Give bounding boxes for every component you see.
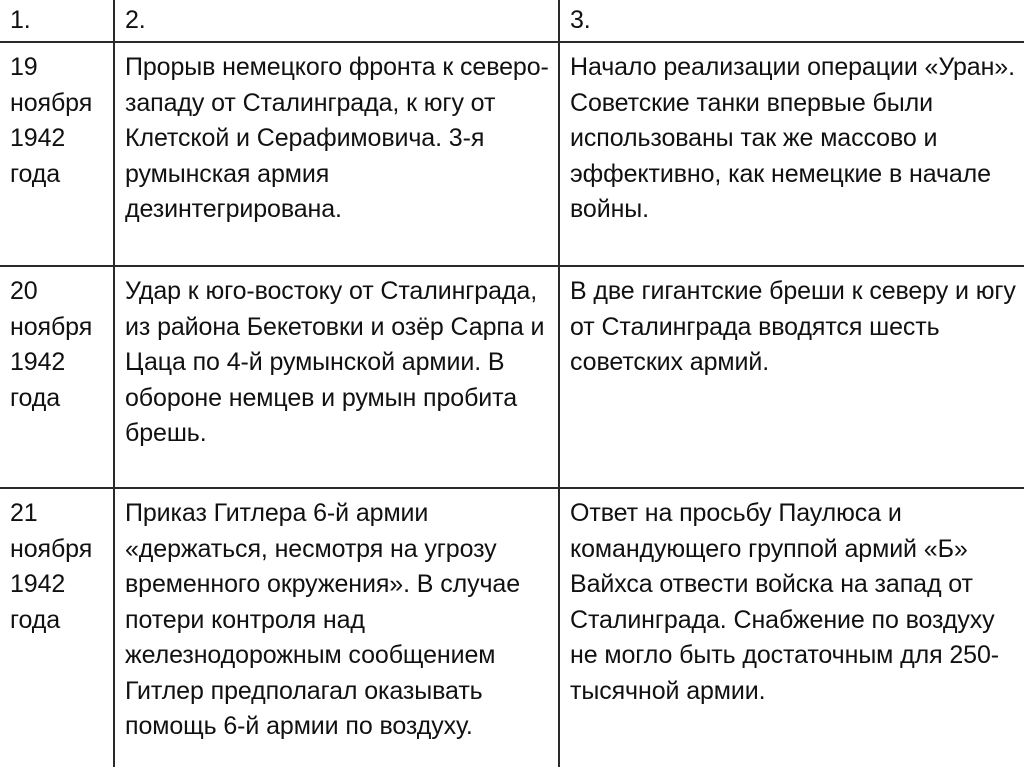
header-row xyxy=(0,0,1024,42)
date-cell xyxy=(0,488,114,767)
header-label-3: 3. xyxy=(570,6,591,34)
result-cell xyxy=(559,266,1024,488)
event-text: Приказ Гитлера 6-й армии «держаться, несмотря на угрозу временного окружения». В случае потери контроля над железнодорожным сообщением Гитлер предполагал оказывать помощь 6-й армии по воздуху. xyxy=(125,499,521,740)
result-text: Ответ на просьбу Паулюса и командующего группой армий «Б» Вайхса отвести войска на запад от Сталинграда. Снабжение по воздуху не могло быть достаточным для 250-тысячной армии. xyxy=(570,499,1000,705)
header-cell-3 xyxy=(559,0,1024,42)
date-text: 20 ноября 1942 года xyxy=(10,277,93,412)
table-row xyxy=(0,42,1024,266)
date-text: 19 ноября 1942 года xyxy=(10,53,93,188)
date-text: 21 ноября 1942 года xyxy=(10,499,93,634)
result-text: Начало реализации операции «Уран». Советские танки впервые были использованы так же массово и эффективно, как немецкие в начале войны. xyxy=(570,53,1015,223)
header-label-1: 1. xyxy=(10,6,31,34)
event-cell xyxy=(114,42,559,266)
event-text: Прорыв немецкого фронта к северо-западу от Сталинграда, к югу от Клетской и Серафимовича. 3-я румынская армия дезинтегрирована. xyxy=(125,53,549,223)
table-row xyxy=(0,266,1024,488)
result-cell xyxy=(559,488,1024,767)
header-cell-2 xyxy=(114,0,559,42)
result-text: В две гигантские бреши к северу и югу от Сталинграда вводятся шесть советских армий. xyxy=(570,277,1016,376)
date-cell xyxy=(0,42,114,266)
date-cell xyxy=(0,266,114,488)
event-text: Удар к юго-востоку от Сталинграда, из района Бекетовки и озёр Сарпа и Цаца по 4-й румынской армии. В обороне немцев и румын пробита брешь. xyxy=(125,277,545,447)
header-cell-1 xyxy=(0,0,114,42)
result-cell xyxy=(559,42,1024,266)
event-cell xyxy=(114,266,559,488)
event-cell xyxy=(114,488,559,767)
header-label-2: 2. xyxy=(125,6,146,34)
table-row xyxy=(0,488,1024,767)
